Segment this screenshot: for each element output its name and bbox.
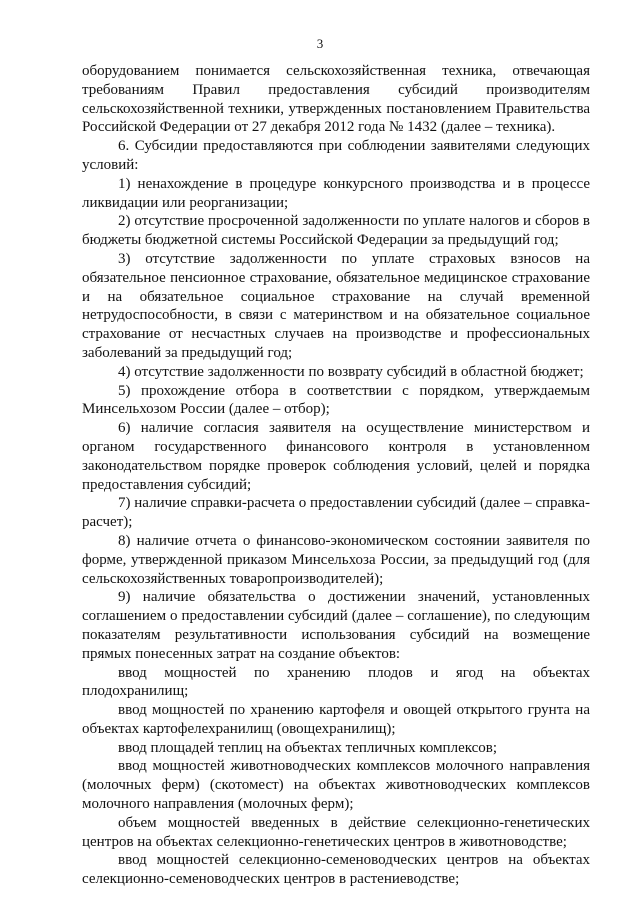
paragraph: 4) отсутствие задолженности по возврату субсидий в областной бюджет; bbox=[118, 363, 584, 380]
paragraph: 8) наличие отчета о финансово-экономическом состоянии заявителя по форме, утвержденной приказом Минсельхоза России, за предыдущий год (для сельскохозяйственных товаропроизводителей); bbox=[82, 532, 590, 587]
paragraph: объем мощностей введенных в действие селекционно-генетических центров на объектах селекционно-генетических центров в животноводстве; bbox=[82, 814, 590, 850]
paragraph: 7) наличие справки-расчета о предоставлении субсидий (далее – справка-расчет); bbox=[82, 495, 590, 531]
paragraph: ввод площадей теплиц на объектах тепличных комплексов; bbox=[118, 739, 498, 756]
paragraph: 6) наличие согласия заявителя на осуществление министерством и органом государственного финансового контроля в установленном законодательством порядке проверок соблюдения условий, целей и порядка предоставления субсидий; bbox=[82, 420, 590, 493]
paragraph: 3) отсутствие задолженности по уплате страховых взносов на обязательное пенсионное страхование, обязательное медицинское страхование и на обязательное социальное страхование на случай временной нетрудоспособности, в связи с материнством и на обязательное социальное страхование от несчастных случаев на производстве и профессиональных заболеваний за предыдущий год; bbox=[82, 250, 590, 361]
paragraph: 1) ненахождение в процедуре конкурсного производства и в процессе ликвидации или реорганизации; bbox=[82, 175, 590, 211]
page-number: 3 bbox=[316, 36, 324, 51]
paragraph: ввод мощностей по хранению плодов и ягод на объектах плодохранилищ; bbox=[82, 664, 590, 700]
paragraph: 9) наличие обязательства о достижении значений, установленных соглашением о предоставлении субсидий (далее – соглашение), по следующим показателям результативности использования субсидий на возмещение прямых понесенных затрат на создание объектов: bbox=[82, 589, 590, 662]
paragraph: ввод мощностей животноводческих комплексов молочного направления (молочных ферм) (скотомест) на объектах животноводческих комплексов молочного направления (молочных ферм); bbox=[82, 758, 590, 813]
paragraph: 5) прохождение отбора в соответствии с порядком, утверждаемым Минсельхозом России (далее – отбор); bbox=[82, 382, 590, 418]
paragraph: 2) отсутствие просроченной задолженности по уплате налогов и сборов в бюджеты бюджетной системы Российской Федерации за предыдущий год; bbox=[82, 213, 590, 249]
paragraph: ввод мощностей по хранению картофеля и овощей открытого грунта на объектах картофелехранилищ (овощехранилищ); bbox=[82, 702, 590, 737]
paragraph: оборудованием понимается сельскохозяйственная техника, отвечающая требованиям Правил предоставления субсидий производителям сельскохозяйственной техники, утвержденных постановлением Правительства Российской Федерации от 27 декабря 2012 года № 1432 (далее – техника). bbox=[82, 63, 590, 136]
paragraph: ввод мощностей селекционно-семеноводческих центров на объектах селекционно-семеноводческих центров в растениеводстве; bbox=[82, 852, 590, 888]
paragraph: 6. Субсидии предоставляются при соблюдении заявителями следующих условий: bbox=[82, 138, 590, 173]
document-body bbox=[82, 62, 590, 889]
